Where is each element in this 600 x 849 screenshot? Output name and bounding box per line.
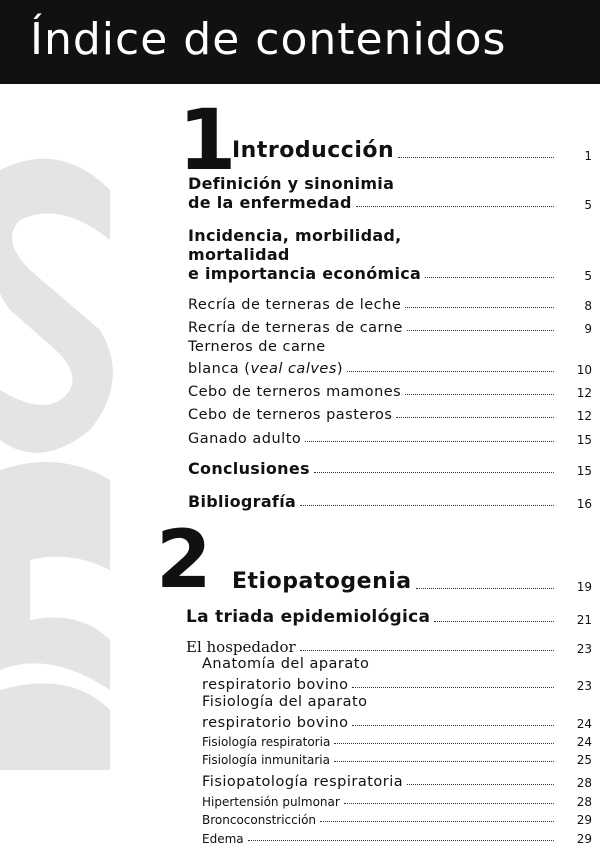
page-number: 1: [584, 149, 592, 163]
toc-entry[interactable]: [202, 733, 592, 749]
dot-leader: [434, 621, 554, 622]
page-number: 28: [576, 776, 592, 790]
page-number: 29: [576, 813, 592, 827]
toc-entry[interactable]: [188, 316, 592, 336]
dot-leader: [352, 687, 554, 688]
toc-entry-label: El hospedador: [186, 638, 296, 656]
toc-entry-label: Edema: [202, 832, 244, 846]
toc-entry-label: Recría de terneras de leche: [188, 297, 402, 313]
toc-entry-label-text: blanca (: [188, 361, 251, 377]
page-title: Índice de contenidos: [30, 14, 507, 65]
toc-entry-label: de la enfermedad: [188, 193, 352, 212]
dot-leader: [334, 743, 554, 744]
toc-entry-line: Anatomía del aparato: [202, 656, 370, 672]
toc-entry-line: Definición y sinonimia: [188, 174, 395, 193]
toc-entry-label: Hipertensión pulmonar: [202, 795, 340, 809]
dot-leader: [347, 371, 554, 372]
toc-entry-label: Broncoconstricción: [202, 813, 317, 827]
dot-leader: [405, 307, 554, 308]
toc-entry[interactable]: [188, 357, 592, 377]
toc-entry-label: Conclusiones: [188, 459, 310, 478]
dot-leader: [300, 650, 554, 651]
toc-entry-line: Incidencia, morbilidad,: [188, 226, 402, 245]
toc-entry-label: Recría de terneras de carne: [188, 320, 403, 336]
toc-entry[interactable]: [188, 293, 592, 313]
toc-entry[interactable]: [188, 380, 592, 400]
page-number: 15: [576, 433, 592, 447]
dot-leader: [320, 821, 554, 822]
page-number: 15: [576, 464, 592, 478]
page-header: [0, 0, 600, 84]
toc-entry[interactable]: [202, 830, 592, 846]
toc-entry-label: Bibliografía: [188, 492, 297, 511]
page-number: 23: [576, 679, 592, 693]
toc-entry[interactable]: [202, 811, 592, 827]
dot-leader: [352, 725, 554, 726]
toc-entry-label: e importancia económica: [188, 264, 422, 283]
page-number: 25: [576, 753, 592, 767]
dot-leader: [407, 784, 554, 785]
dot-leader: [305, 441, 554, 442]
chapter-number: 2: [156, 513, 212, 606]
dot-leader: [396, 417, 554, 418]
toc-entry-line: mortalidad: [188, 245, 290, 264]
page-number: 5: [584, 198, 592, 212]
toc-entry[interactable]: [202, 793, 592, 809]
chapter-title: Etiopatogenia: [232, 569, 412, 594]
toc-entry-label-italic: veal calves: [250, 361, 337, 377]
toc-entry[interactable]: [202, 751, 592, 767]
chapter-title: Introducción: [232, 138, 395, 163]
dot-leader: [300, 505, 554, 506]
toc-entry-label: [188, 361, 343, 377]
toc-entry-chapter-title[interactable]: [232, 137, 592, 163]
dot-leader: [398, 157, 554, 158]
page-number: 19: [576, 580, 592, 594]
toc-entry-label-text: ): [336, 361, 344, 377]
page-number: 16: [576, 497, 592, 511]
toc-entry-label: Ganado adulto: [188, 431, 302, 447]
page-number: 5: [584, 269, 592, 283]
dot-leader: [356, 206, 554, 207]
dot-leader: [425, 277, 554, 278]
page-number: 9: [584, 322, 592, 336]
toc-entry[interactable]: [202, 772, 592, 790]
toc-entry[interactable]: [186, 605, 592, 627]
toc-entry-line: Terneros de carne: [188, 339, 326, 355]
toc-entry[interactable]: [188, 427, 592, 447]
page-number: 21: [576, 613, 592, 627]
toc-entry[interactable]: [188, 403, 592, 423]
toc-entry[interactable]: [202, 711, 592, 731]
toc-entry-line: Fisiología del aparato: [202, 694, 368, 710]
dot-leader: [405, 394, 554, 395]
page-number: 12: [576, 409, 592, 423]
dot-leader: [334, 761, 554, 762]
toc-entry[interactable]: [186, 636, 592, 656]
dot-leader: [416, 588, 554, 589]
dot-leader: [344, 803, 554, 804]
page-number: 10: [576, 363, 592, 377]
toc-entry[interactable]: [188, 263, 592, 283]
page-number: 28: [576, 795, 592, 809]
toc-entry-label: Fisiología respiratoria: [202, 735, 331, 749]
toc-entry[interactable]: [202, 673, 592, 693]
toc-entry-label: respiratorio bovino: [202, 677, 349, 693]
chapter-number: 1: [178, 91, 233, 189]
toc-entry-label: Cebo de terneros pasteros: [188, 407, 393, 423]
page-number: 24: [576, 735, 592, 749]
page-number: 8: [584, 299, 592, 313]
dot-leader: [407, 330, 554, 331]
dot-leader: [248, 840, 554, 841]
page-number: 24: [576, 717, 592, 731]
toc-entry[interactable]: [188, 192, 592, 212]
dot-leader: [314, 472, 554, 473]
page-number: 23: [576, 642, 592, 656]
toc-entry-label: Cebo de terneros mamones: [188, 384, 402, 400]
toc-entry-label: Fisiología inmunitaria: [202, 753, 330, 767]
page-number: 29: [576, 832, 592, 846]
toc-entry-label: Fisiopatología respiratoria: [202, 774, 404, 790]
decorative-watermark: [0, 150, 120, 770]
page-number: 12: [576, 386, 592, 400]
toc-entry-label: La triada epidemiológica: [186, 607, 431, 627]
toc-entry-chapter-title[interactable]: [232, 568, 592, 594]
toc-entry[interactable]: [188, 458, 592, 478]
toc-entry[interactable]: [188, 491, 592, 511]
toc-entry-label: respiratorio bovino: [202, 715, 349, 731]
